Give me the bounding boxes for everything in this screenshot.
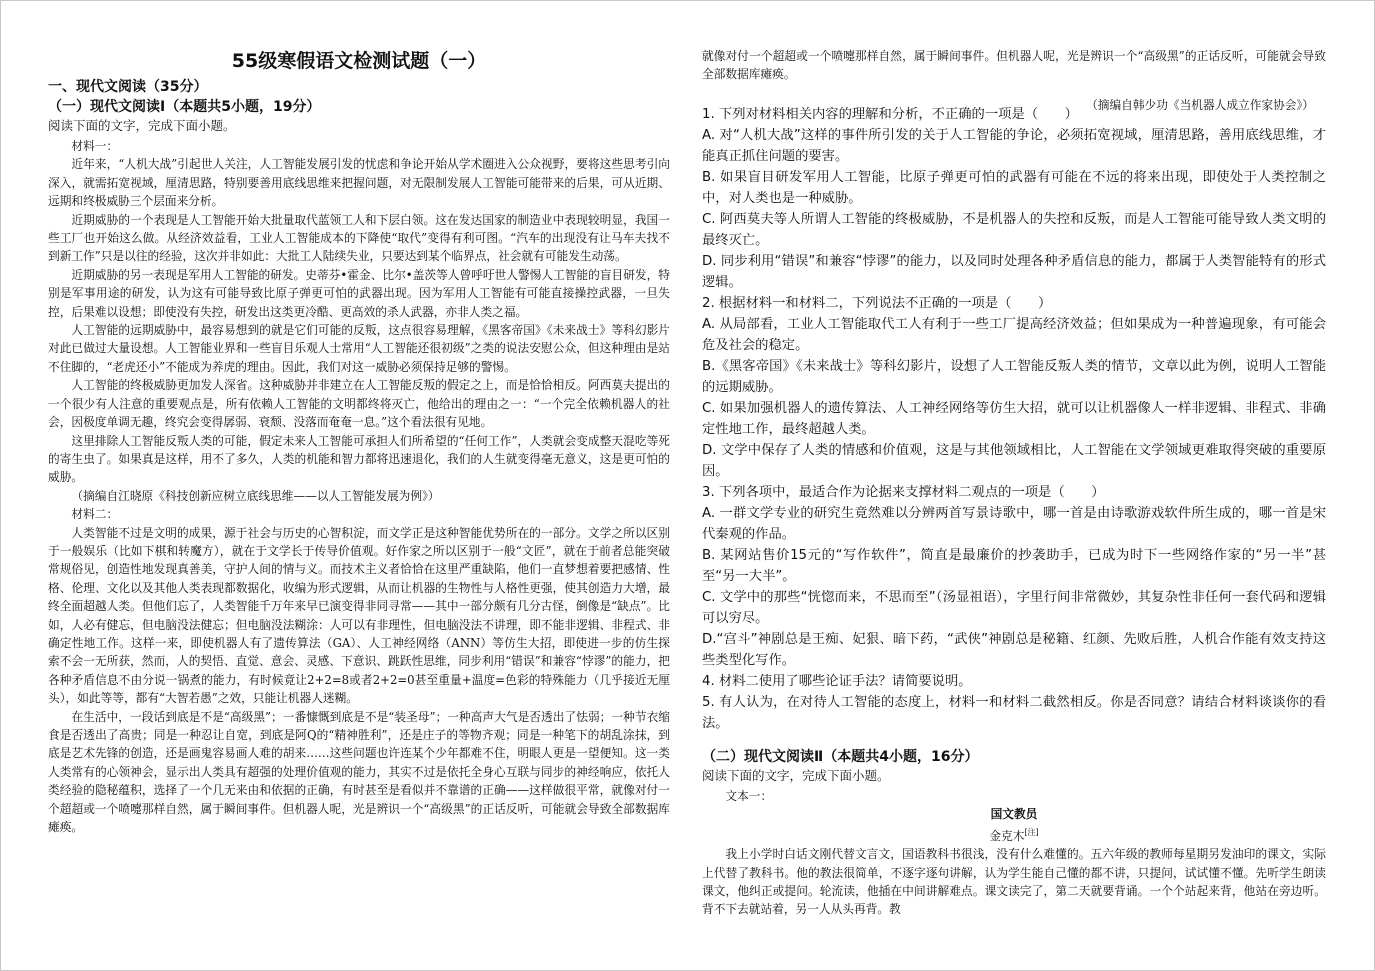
text-one xyxy=(702,787,1326,919)
option: B. 某网站售价15元的“写作软件”，简直是最廉价的抄袭助手，已成为时下一些网络作家的“另一半”甚至“另一大半”。 xyxy=(702,548,1326,584)
questions xyxy=(702,104,1326,734)
option: A. 从局部看，工业人工智能取代工人有利于一些工厂提高经济效益；但如果成为一种普遍现象，有可能会危及社会的稳定。 xyxy=(702,317,1326,353)
material2-source: （摘编自韩少功《当机器人成立作家协会》） xyxy=(1086,97,1314,112)
material1-paragraph: 近期威胁的一个表现是人工智能开始大批量取代蓝领工人和下层白领。这在发达国家的制造业中表现较明显，我国一些工厂也开始这么做。从经济效益看，工业人工智能成本的下降使“取代”变得有利可图。“汽车的出现没有让马车夫找不到新工作”只是以往的经验，这次并非如此：大批工人陆续失业，只要达到某个临界点，社会就有可能发生动荡。 xyxy=(48,212,670,264)
question-1: 1. 下列对材料相关内容的理解和分析，不正确的一项是（ ） xyxy=(702,107,1078,122)
essay-paragraph: 我上小学时白话文刚代替文言文，国语教科书很浅，没有什么难懂的。五六年级的教师每星期另发油印的课文，实际上代替了教科书。他的教法很简单，不逐字逐句讲解，认为学生能自己懂的都不讲，只提问，试试懂不懂。先听学生朗读课文，他纠正或提问。轮流读，他插在中间讲解难点。课文读完了，第二天就要背诵。一个个站起来背，他站在旁边听。背不下去就站着，另一人从头再背。教 xyxy=(702,847,1326,917)
material-one xyxy=(48,137,670,835)
material1-paragraph: 近期威胁的另一表现是军用人工智能的研发。史蒂芬•霍金、比尔•盖茨等人曾呼吁世人警惕人工智能的盲目研发，特别是军事用途的研发，认为这有可能导致比原子弹更可怕的武器出现。因为军用人工智能有可能直接操控武器，一旦失控，后果难以设想；即使没有失控，研发出这类更冷酷、更高效的杀人武器，亦非人类之福。 xyxy=(48,267,670,319)
material1-paragraph: 这里排除人工智能反叛人类的可能，假定未来人工智能可承担人们所希望的“任何工作”，人类就会变成整天混吃等死的寄生虫了。如果真是这样，用不了多久，人类的机能和智力都将迅速退化，我们的人生就变得毫无意义，这是更可怕的威胁。 xyxy=(48,433,670,485)
option: B.《黑客帝国》《未来战士》等科幻影片，设想了人工智能反叛人类的情节，文章以此为例，说明人工智能的远期威胁。 xyxy=(702,359,1326,395)
option: A. 对“人机大战”这样的事件所引发的关于人工智能的争论，必须拓宽视域，厘清思路，善用底线思维，才能真正抓住问题的要害。 xyxy=(702,128,1326,164)
question-5: 5. 有人认为，在对待人工智能的态度上，材料一和材料二截然相反。你是否同意？请结合材料谈谈你的看法。 xyxy=(702,695,1326,731)
material2-continuation: 就像对付一个超超或一个喷嚏那样自然，属于瞬间事件。但机器人呢，光是辨识一个“高级黑”的正话反听，可能就会导致全部数据库瘫痪。 （摘编自韩少功《当机器人成立作家协会》） xyxy=(702,47,1326,126)
question-3: 3. 下列各项中，最适合作为论据来支撑材料二观点的一项是（ ） xyxy=(702,485,1105,500)
instruction: 阅读下面的文字，完成下面小题。 xyxy=(48,118,236,133)
subsection-heading-2: （二）现代文阅读Ⅱ（本题共4小题，16分） xyxy=(702,749,979,765)
essay-author: 金克木[注] xyxy=(989,827,1039,843)
option: D.“宫斗”神剧总是王痴、妃狠、暗下药，“武侠”神剧总是秘籍、红颜、先败后胜，人机合作能有效支持这些类型化写作。 xyxy=(702,632,1326,668)
material2-paragraph: 在生活中，一段话到底是不是“高级黑”；一番慷慨到底是不是“装圣母”；一种高声大气是否透出了怯弱；一种节衣缩食是否透出了高贵；同是一种忍让自宽，到底是阿Q的“精神胜利”，还是庄子的等物齐观；同是一种笔下的胡乱涂抹，到底是艺术先锋的创造，还是画鬼容易画人难的胡来……这些问题也许连某个少年都难不住，明眼人更是一望便知。这一类人类常有的心领神会，显示出人类具有超强的处理价值观的能力，其实不过是依托全身心互联与同步的神经响应，依托人类经验的隐秘蕴积，选择了一个几无来由和依据的正确，有时甚至是看似并不靠谱的正确——这样做很平常，就像对付一个超超或一个喷嚏那样自然，属于瞬间事件。但机器人呢，光是辨识一个“高级黑”的正话反听，可能就会导致全部数据库瘫痪。 xyxy=(48,709,670,835)
option: D. 同步利用“错误”和兼容“悖谬”的能力，以及同时处理各种矛盾信息的能力，都属于人类智能特有的形式逻辑。 xyxy=(702,254,1326,290)
option: B. 如果盲目研发军用人工智能，比原子弹更可怕的武器有可能在不远的将来出现，即使处于人类控制之中，对人类也是一种威胁。 xyxy=(702,170,1326,206)
material2-paragraph: 人类智能不过是文明的成果，源于社会与历史的心智积淀，而文学正是这种智能优势所在的一部分。文学之所以区别于一般娱乐（比如下棋和转魔方），就在于文学长于传导价值观。好作家之所以区别于一般“文匠”，就在于前者总能突破常规俗见，创造性地发现真善美，守护人间的情与义。而技术主义者恰恰在这里严重缺陷，他们一直梦想着要把感情、性格、伦理、文化以及其他人类表现都数据化，收编为形式逻辑，从而让机器的生物性与人格性更强，使其创造力大增，最终全面超越人类。但他们忘了，人类智能千万年来早已演变得非同寻常——其中一部分颇有几分古怪，倒像是“缺点”。比如，人必有健忘，但电脑没法健忘；但电脑没法糊涂：人可以有非理性，但电脑没法不讲理，即不能非逻辑、非程式、非确定性地工作。这样一来，即使机器人有了遗传算法（GA）、人工神经网络（ANN）等仿生大招，即使进一步的仿生探索不会一无所获，然而，人的契悟、直觉、意会、灵感、下意识、跳跃性思维，同步利用“错误”和兼容“悖谬”的能力，把各种矛盾信息不由分说一锅煮的能力，有时候竟让2+2=8或者2+2=0甚至重量+温度=色彩的特殊能力（几乎接近无厘头），如此等等，都有“大智若愚”之效，只能让机器人迷糊。 xyxy=(48,525,670,706)
text1-label: 文本一： xyxy=(725,789,773,803)
option: C. 阿西莫夫等人所谓人工智能的终极威胁，不是机器人的失控和反叛，而是人工智能可能导致人类文明的最终灭亡。 xyxy=(702,212,1326,248)
option: C. 文学中的那些“恍惚而来，不思而至”（汤显祖语），字里行间非常微妙，其复杂性非任何一套代码和逻辑可以穷尽。 xyxy=(702,590,1326,626)
option: C. 如果加强机器人的遗传算法、人工神经网络等仿生大招，就可以让机器像人一样非逻辑、非程式、非确定性地工作，最终超越人类。 xyxy=(702,401,1326,437)
option: D. 文学中保存了人类的情感和价值观，这是与其他领域相比，人工智能在文学领域更难取得突破的重要原因。 xyxy=(702,443,1326,479)
material1-paragraph: 人工智能的远期威胁中，最容易想到的就是它们可能的反叛，这点很容易理解，《黑客帝国》《未来战士》等科幻影片对此已做过大量设想。人工智能业界和一些盲目乐观人士常用“人工智能还很初级”之类的说法安慰公众，但这种理由是站不住脚的，“老虎还小”不能成为养虎的理由。因此，我们对这一威胁必须保持足够的警惕。 xyxy=(48,323,670,374)
instruction-2: 阅读下面的文字，完成下面小题。 xyxy=(702,768,890,783)
subsection-heading-1: （一）现代文阅读Ⅰ（本题共5小题，19分） xyxy=(48,99,321,115)
material1-label: 材料一： xyxy=(71,139,119,153)
question-2: 2. 根据材料一和材料二，下列说法不正确的一项是（ ） xyxy=(702,296,1052,311)
material1-paragraph: 人工智能的终极威胁更加发人深省。这种威胁并非建立在人工智能反叛的假定之上，而是恰恰相反。阿西莫夫提出的一个很少有人注意的重要观点是，所有依赖人工智能的文明都终将灭亡，他给出的理由之一：“一个完全依赖机器人的社会，因极度单调无趣，终究会变得孱弱、衰颓、没落而奄奄一息。”这个看法很有见地。 xyxy=(48,378,670,430)
material1-paragraph: 近年来，“人机大战”引起世人关注，人工智能发展引发的忧虑和争论开始从学术圈进入公众视野，要将这些思考引向深入，就需拓宽视域，厘清思路，特别要善用底线思维来把握问题，对无限制发展人工智能可能带来的后果，可从近期、远期和终极威胁三个层面来分析。 xyxy=(48,157,670,209)
material1-source: （摘编自江晓原《科技创新应树立底线思维——以人工智能发展为例》） xyxy=(71,488,440,503)
essay-title: 国文教员 xyxy=(990,807,1038,822)
question-4: 4. 材料二使用了哪些论证手法？请简要说明。 xyxy=(702,674,972,689)
option: A. 一群文学专业的研究生竟然难以分辨两首写景诗歌中，哪一首是由诗歌游戏软件所生成的，哪一首是宋代秦观的作品。 xyxy=(702,506,1326,542)
page-title: 55级寒假语文检测试题（一） xyxy=(231,50,487,72)
material2-label: 材料二： xyxy=(71,507,119,522)
section-heading: 一、现代文阅读（35分） xyxy=(48,79,208,95)
